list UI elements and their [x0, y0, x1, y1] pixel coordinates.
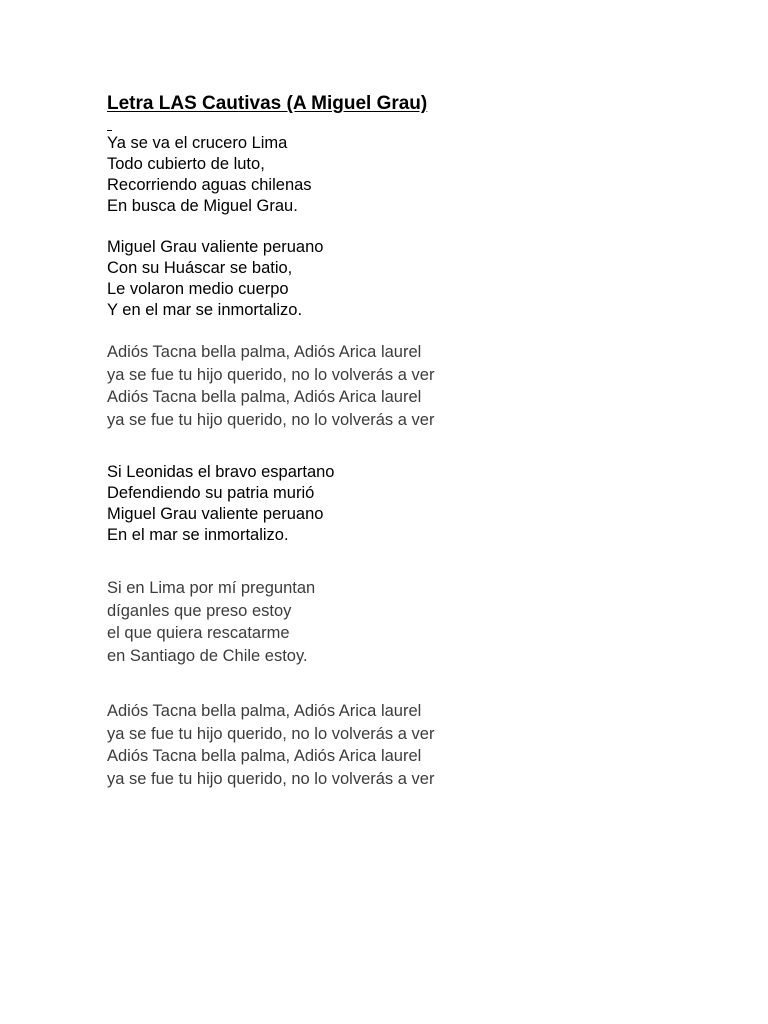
verse-line: Con su Huáscar se batio,: [107, 259, 293, 277]
verse-line: Defendiendo su patria murió: [107, 484, 315, 502]
stanza-5: [107, 577, 315, 667]
verse-line: Si en Lima por mí preguntan: [107, 579, 316, 597]
stanza-1: [107, 133, 312, 217]
stanza-6-chorus: [107, 700, 434, 790]
verse-line: el que quiera rescatarme: [107, 624, 290, 642]
stanza-2: [107, 237, 323, 321]
verse-line: Le volaron medio cuerpo: [107, 280, 289, 298]
paragraph-mark: [107, 130, 112, 131]
verse-line: Ya se va el crucero Lima: [107, 134, 288, 152]
stanza-4: [107, 462, 335, 546]
verse-line: Todo cubierto de luto,: [107, 155, 265, 173]
verse-line: ya se fue tu hijo querido, no lo volverás a ver: [107, 410, 435, 429]
verse-line: En busca de Miguel Grau.: [107, 197, 298, 215]
verse-line: en Santiago de Chile estoy.: [107, 646, 308, 665]
verse-line: Recorriendo aguas chilenas: [107, 176, 312, 194]
verse-line: ya se fue tu hijo querido, no lo volverás a ver: [107, 769, 435, 788]
verse-line: ya se fue tu hijo querido, no lo volverás a ver: [107, 365, 435, 384]
verse-line: Miguel Grau valiente peruano: [107, 505, 324, 523]
verse-line: Adiós Tacna bella palma, Adiós Arica laurel: [107, 747, 422, 765]
verse-line: díganles que preso estoy: [107, 601, 292, 620]
stanza-3-chorus: [107, 341, 434, 431]
verse-line: Y en el mar se inmortalizo.: [107, 301, 303, 319]
verse-line: Miguel Grau valiente peruano: [107, 238, 324, 256]
verse-line: Adiós Tacna bella palma, Adiós Arica laurel: [107, 388, 422, 406]
verse-line: En el mar se inmortalizo.: [107, 526, 289, 544]
document-title: Letra LAS Cautivas (A Miguel Grau): [107, 93, 428, 114]
verse-line: Si Leonidas el bravo espartano: [107, 463, 335, 481]
verse-line: Adiós Tacna bella palma, Adiós Arica laurel: [107, 343, 422, 361]
verse-line: ya se fue tu hijo querido, no lo volverás a ver: [107, 724, 435, 743]
verse-line: Adiós Tacna bella palma, Adiós Arica laurel: [107, 702, 422, 720]
